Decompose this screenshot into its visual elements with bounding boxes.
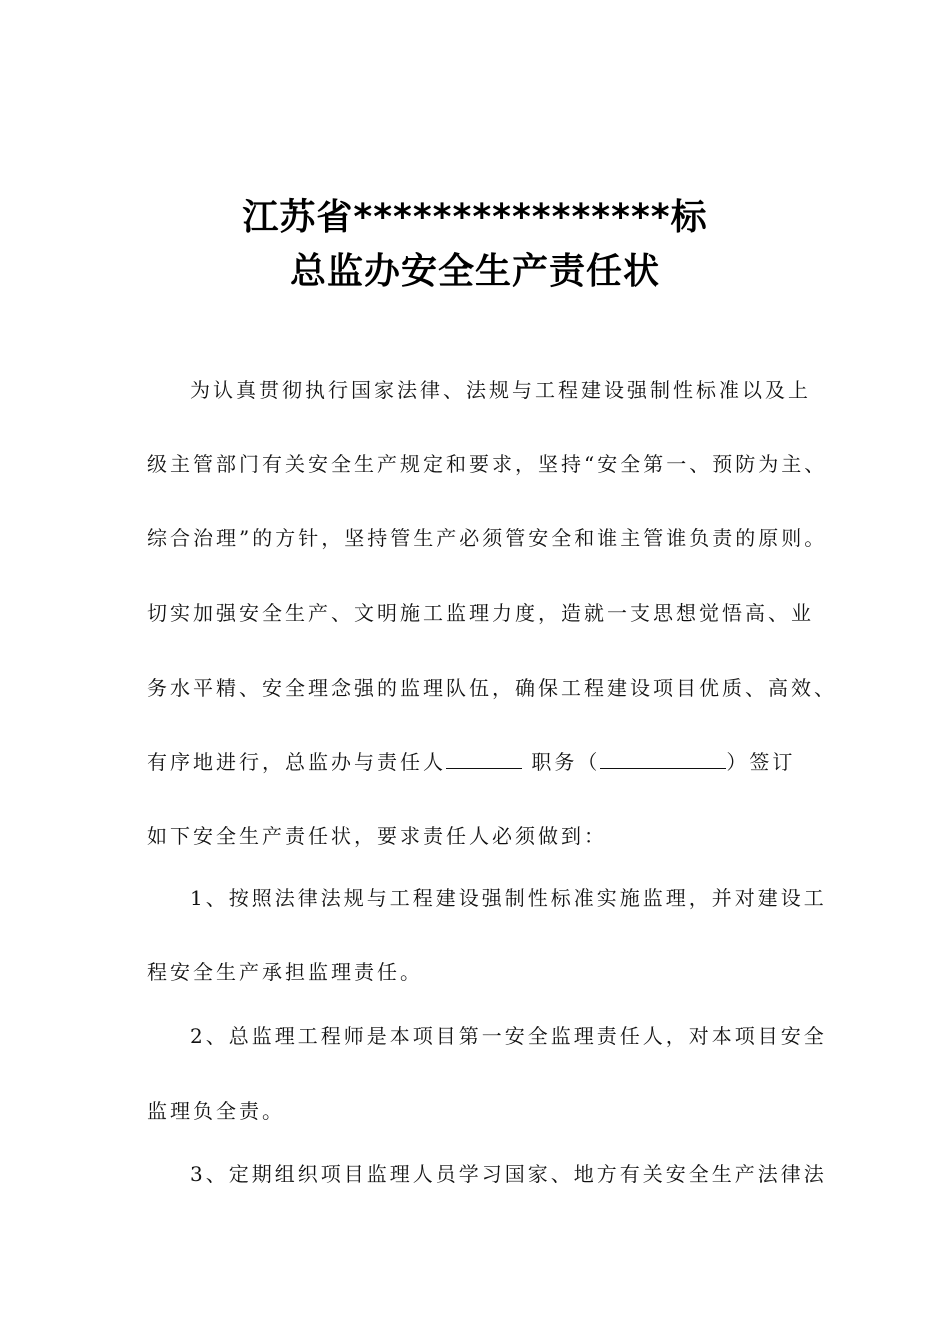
body-line-2: 级主管部门有关安全生产规定和要求，坚持“安全第一、预防为主、 (147, 452, 828, 476)
signature-line-text-1: 有序地进行，总监办与责任人 (147, 750, 446, 774)
item-3-line-1: 3、定期组织项目监理人员学习国家、地方有关安全生产法律法 (190, 1162, 827, 1186)
item-1-line-1: 1、按照法律法规与工程建设强制性标准实施监理，并对建设工 (190, 886, 827, 910)
item-2-line-2: 监理负全责。 (147, 1099, 285, 1123)
body-line-4: 切实加强安全生产、文明施工监理力度，造就一支思想觉悟高、业 (147, 601, 814, 625)
body-line-3: 综合治理”的方针，坚持管生产必须管安全和谁主管谁负责的原则。 (147, 526, 828, 550)
signature-line-text-3: ）签订 (726, 750, 796, 774)
body-line-1: 为认真贯彻执行国家法律、法规与工程建设强制性标准以及上 (190, 378, 811, 402)
document-title-line1: 江苏省****************标 (242, 197, 708, 238)
responsible-person-blank[interactable] (446, 748, 522, 769)
item-1-line-2: 程安全生产承担监理责任。 (147, 960, 423, 984)
item-2-line-1: 2、总监理工程师是本项目第一安全监理责任人，对本项目安全 (190, 1024, 827, 1048)
signature-line-text-2: 职务（ (522, 750, 601, 774)
document-title-line2: 总监办安全生产责任状 (289, 251, 660, 292)
body-line-7: 如下安全生产责任状，要求责任人必须做到： (147, 824, 607, 848)
body-line-5: 务水平精、安全理念强的监理队伍，确保工程建设项目优质、高效、 (147, 676, 837, 700)
position-blank[interactable] (600, 748, 726, 769)
signature-line (147, 748, 827, 776)
